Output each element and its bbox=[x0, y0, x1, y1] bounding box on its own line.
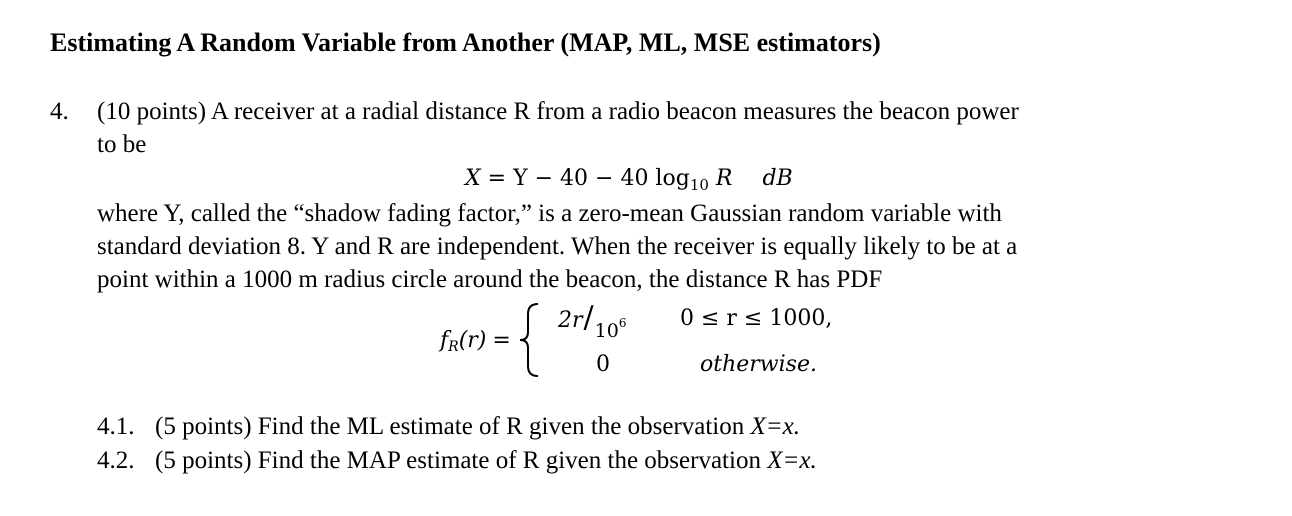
pdf-case-0-value bbox=[558, 300, 627, 342]
question-number: 4. bbox=[50, 98, 69, 125]
equation-log-base: 10 bbox=[689, 176, 709, 194]
pdf-denominator bbox=[594, 316, 627, 342]
pdf-case-1-value: 0 bbox=[596, 352, 610, 377]
pdf-den-exp: 6 bbox=[618, 316, 627, 330]
pdf-f: f bbox=[440, 328, 449, 353]
equation-r: R bbox=[708, 166, 733, 191]
equation-body: = Y − 40 − 40 log bbox=[480, 166, 690, 191]
subquestion-text: (5 points) Find the MAP estimate of R given the observation bbox=[155, 447, 768, 474]
equation-unit: dB bbox=[762, 166, 793, 191]
subquestion-label: 4.1. bbox=[97, 413, 135, 440]
measurement-equation bbox=[465, 166, 793, 194]
problem-desc-line-1: where Y, called the “shadow fading factor,” is a zero-mean Gaussian random variable with bbox=[97, 200, 1002, 227]
subquestion-text: (5 points) Find the ML estimate of R given the observation bbox=[155, 413, 751, 440]
problem-intro-line-1: (10 points) A receiver at a radial distance R from a radio beacon measures the beacon power bbox=[97, 98, 1019, 125]
subquestion-4-1 bbox=[97, 413, 800, 441]
subquestion-4-2 bbox=[97, 447, 817, 475]
pdf-subscript: R bbox=[448, 339, 459, 355]
pdf-arg: (r) bbox=[458, 328, 487, 353]
section-title: Estimating A Random Variable from Another (MAP, ML, MSE estimators) bbox=[50, 28, 881, 57]
equation-x: X bbox=[465, 166, 481, 191]
subquestion-observation: X=x. bbox=[767, 447, 817, 474]
pdf-lhs bbox=[440, 328, 511, 355]
subquestion-observation: X=x. bbox=[750, 413, 801, 440]
pdf-slash: / bbox=[583, 300, 594, 335]
problem-intro-line-2: to be bbox=[97, 131, 147, 158]
left-brace-icon bbox=[512, 300, 542, 380]
pdf-numerator: 2r bbox=[558, 308, 583, 333]
pdf-case-1-condition: otherwise. bbox=[700, 352, 817, 377]
problem-desc-line-2: standard deviation 8. Y and R are independent. When the receiver is equally likely to be at a bbox=[97, 233, 1018, 260]
pdf-equals: = bbox=[492, 328, 511, 353]
subquestion-label: 4.2. bbox=[97, 447, 135, 474]
pdf-den-base: 10 bbox=[594, 320, 619, 342]
problem-desc-line-3: point within a 1000 m radius circle around the beacon, the distance R has PDF bbox=[97, 266, 883, 293]
pdf-case-0-condition: 0 ≤ r ≤ 1000, bbox=[680, 306, 833, 331]
